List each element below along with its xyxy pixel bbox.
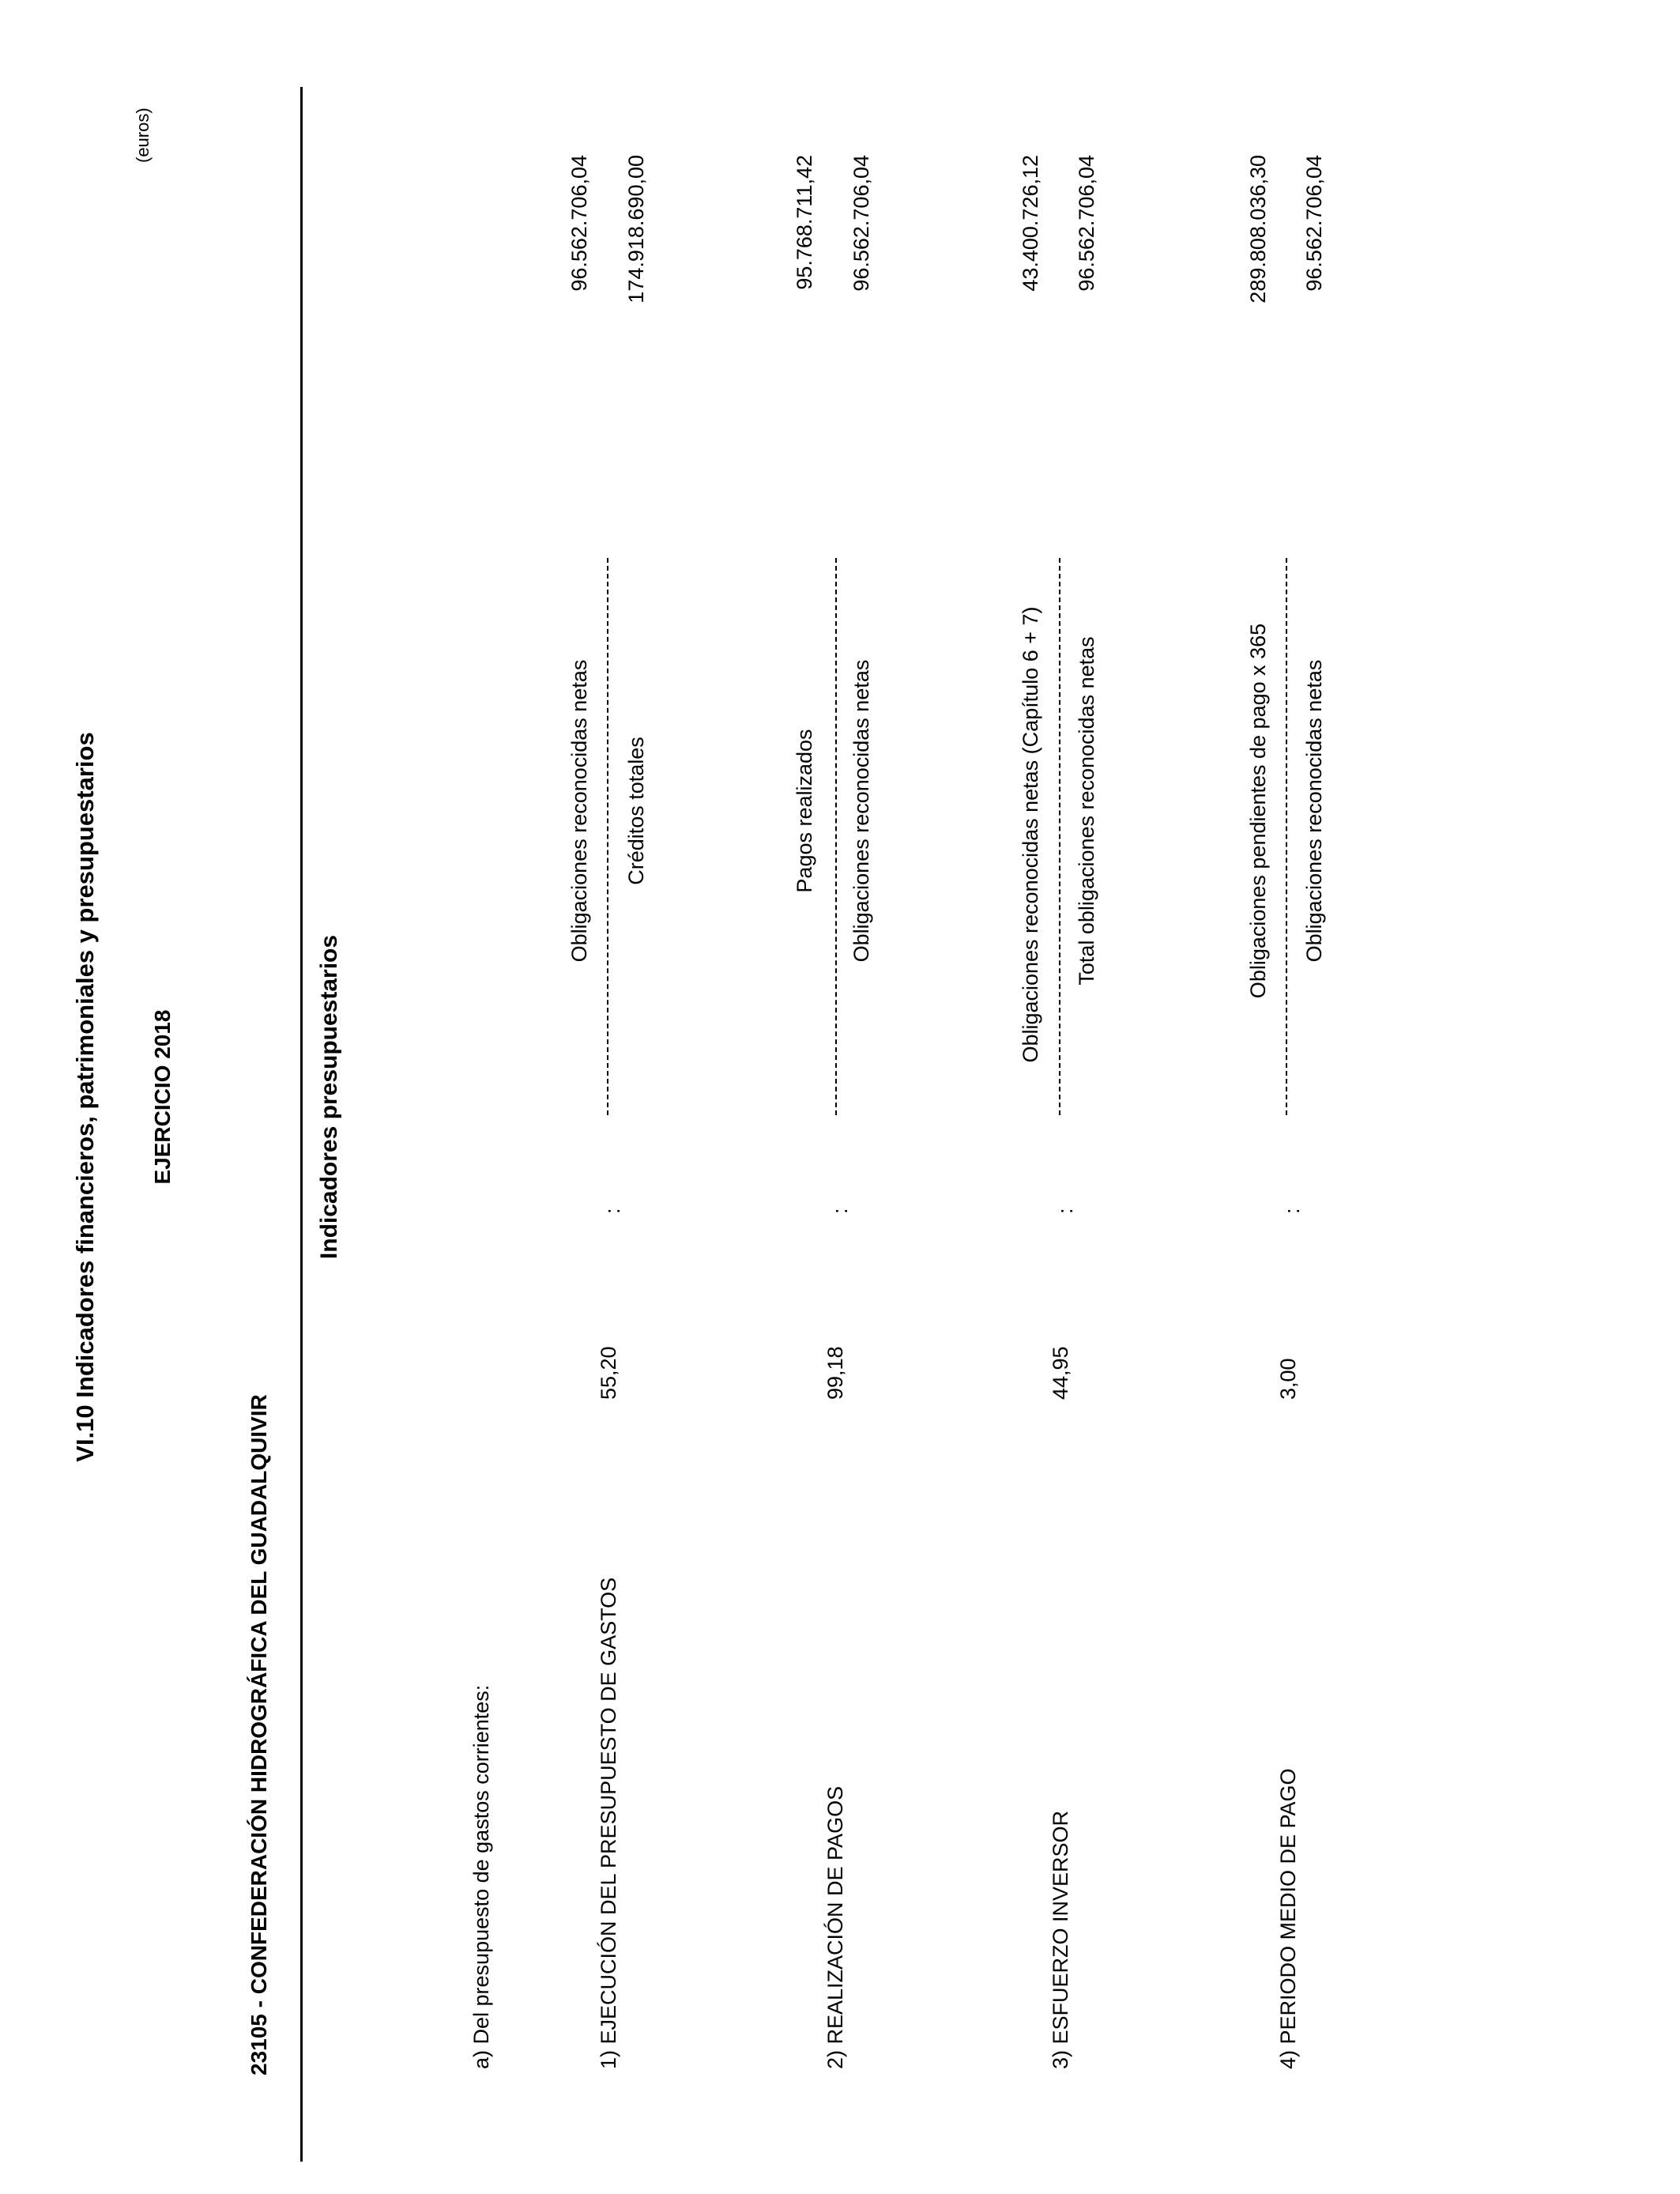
indicator-colon: :	[1053, 1208, 1077, 1214]
denominator-amount: 96.562.706,04	[1302, 155, 1326, 292]
numerator-label: Obligaciones reconocidas netas	[567, 659, 591, 963]
indicator-colon: :	[1280, 1208, 1304, 1214]
entity-name: 23105 - CONFEDERACIÓN HIDROGRÁFICA DEL GUADALQUIVIR	[247, 1394, 271, 2075]
fraction-line	[1286, 558, 1287, 1115]
denominator-amount: 174.918.690,00	[624, 155, 648, 303]
denominator-amount: 96.562.706,04	[849, 155, 873, 292]
numerator-label: Obligaciones pendientes de pago x 365	[1246, 623, 1270, 999]
fraction-line	[607, 558, 608, 1115]
group-label: a) Del presupuesto de gastos corrientes:	[469, 1684, 493, 2069]
indicator-value: 55,20	[597, 1346, 620, 1400]
indicator-value: 3,00	[1276, 1358, 1300, 1400]
denominator-label: Total obligaciones reconocidas netas	[1075, 636, 1098, 986]
indicator-colon: :	[601, 1208, 624, 1214]
numerator-label: Pagos realizados	[793, 729, 816, 893]
indicator-label: 4) PERIODO MEDIO DE PAGO	[1276, 1768, 1300, 2069]
denominator-amount: 96.562.706,04	[1075, 155, 1098, 292]
indicator-value: 44,95	[1049, 1346, 1072, 1400]
indicator-colon: :	[828, 1208, 852, 1214]
indicator-label: 1) EJECUCIÓN DEL PRESUPUESTO DE GASTOS	[597, 1577, 620, 2069]
fraction-line	[1059, 558, 1060, 1115]
fraction-line	[835, 558, 837, 1115]
units-label: (euros)	[133, 107, 153, 163]
indicator-label: 2) REALIZACIÓN DE PAGOS	[823, 1785, 847, 2069]
numerator-label: Obligaciones reconocidas netas (Capítulo 6 + 7)	[1019, 606, 1042, 1063]
numerator-amount: 95.768.711,42	[793, 155, 816, 290]
document-title: VI.10 Indicadores financieros, patrimoniales y presupuestarios	[71, 732, 99, 1462]
numerator-amount: 289.808.036,30	[1246, 155, 1270, 303]
exercise-year: EJERCICIO 2018	[150, 1009, 175, 1185]
numerator-amount: 96.562.706,04	[567, 155, 591, 292]
denominator-label: Obligaciones reconocidas netas	[849, 659, 873, 963]
denominator-label: Créditos totales	[624, 737, 648, 885]
numerator-amount: 43.400.726,12	[1019, 155, 1042, 292]
denominator-label: Obligaciones reconocidas netas	[1302, 659, 1326, 963]
section-title: Indicadores presupuestarios	[316, 934, 342, 1260]
indicator-value: 99,18	[823, 1346, 847, 1400]
indicator-label: 3) ESFUERZO INVERSOR	[1049, 1810, 1072, 2069]
